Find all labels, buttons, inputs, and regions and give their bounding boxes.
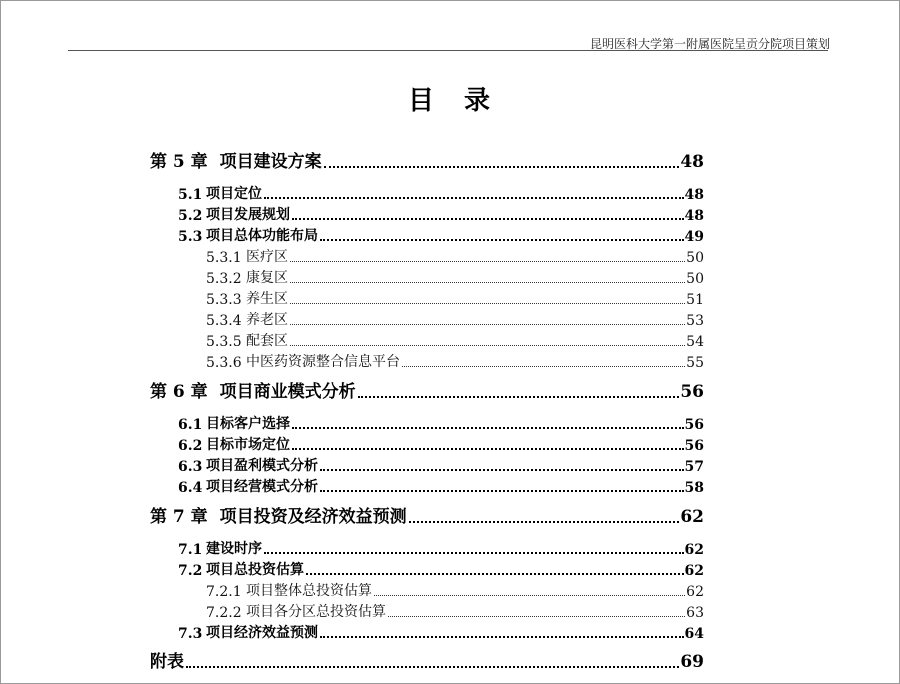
toc-page-number: 69 [680, 652, 704, 672]
toc-entry-title: 项目总体功能布局 [206, 228, 318, 244]
toc-entry-title: 配套区 [246, 333, 288, 349]
toc-entry-title: 养老区 [246, 312, 288, 328]
toc-entry-sub[interactable] [150, 349, 704, 371]
toc-page-number: 57 [684, 459, 704, 475]
toc-page-number: 48 [684, 187, 704, 203]
toc-dot-leader [292, 448, 684, 450]
toc-entry-sub[interactable] [150, 244, 704, 266]
title-char-1: 目 [407, 86, 436, 116]
toc-entry-number: 第 6 章 [150, 382, 208, 402]
toc-entry-sub[interactable] [150, 578, 704, 600]
toc-entry-title: 项目整体总投资估算 [246, 583, 372, 599]
toc-page-number: 56 [684, 438, 704, 454]
toc-dot-leader [264, 552, 684, 554]
toc-entry-title: 项目建设方案 [219, 152, 322, 172]
toc-entry-section[interactable] [150, 432, 704, 454]
toc-entry-section[interactable] [150, 202, 704, 224]
header-rule [68, 50, 828, 51]
toc-dot-leader [290, 345, 685, 346]
toc-entry-number: 5.3.1 [206, 250, 242, 266]
toc-page-number: 50 [686, 271, 704, 287]
toc-entry-chapter[interactable] [150, 505, 704, 527]
toc-entry-title: 项目发展规划 [206, 207, 290, 223]
toc-dot-leader [320, 636, 684, 638]
toc-page-number: 53 [686, 313, 704, 329]
toc-entry-number: 5.3.4 [206, 313, 242, 329]
toc-entry-number: 第 7 章 [150, 507, 208, 527]
toc-entry-title: 项目各分区总投资估算 [246, 604, 386, 620]
toc-page-number: 62 [680, 507, 704, 527]
toc-page-number: 49 [684, 229, 704, 245]
toc-entry-title: 中医药资源整合信息平台 [246, 354, 400, 370]
toc-entry-chapter[interactable] [150, 150, 704, 172]
toc-page-number: 58 [684, 480, 704, 496]
toc-entry-number: 5.2 [178, 208, 203, 224]
toc-dot-leader [320, 469, 684, 471]
toc-dot-leader [358, 396, 680, 398]
toc-entry-number: 6.2 [178, 438, 203, 454]
toc-entry-number: 5.3.6 [206, 355, 242, 371]
toc-page-number: 50 [686, 250, 704, 266]
toc-entry-title: 项目经济效益预测 [206, 625, 318, 641]
toc-entry-number: 6.1 [178, 417, 203, 433]
toc-entry-sub[interactable] [150, 265, 704, 287]
toc-entry-sub[interactable] [150, 599, 704, 621]
toc-dot-leader [290, 261, 685, 262]
toc-entry-title: 附表 [150, 652, 184, 672]
toc-dot-leader [409, 521, 680, 523]
page-title [0, 80, 900, 117]
toc-dot-leader [306, 573, 684, 575]
toc-dot-leader [186, 666, 679, 668]
toc-entry-number: 6.3 [178, 459, 203, 475]
toc-entry-section[interactable] [150, 223, 704, 245]
toc-page-number: 48 [680, 152, 704, 172]
toc-entry-number: 7.2.2 [206, 605, 242, 621]
toc-entry-sub[interactable] [150, 307, 704, 329]
running-header: 昆明医科大学第一附属医院呈贡分院项目策划 [589, 37, 830, 51]
toc-page-number: 54 [686, 334, 704, 350]
toc-entry-section[interactable] [150, 411, 704, 433]
toc-dot-leader [320, 490, 684, 492]
toc-entry-title: 康复区 [246, 270, 288, 286]
toc-entry-chapter[interactable] [150, 650, 704, 672]
toc-page-number: 55 [686, 355, 704, 371]
toc-dot-leader [374, 595, 685, 596]
toc-entry-number: 5.3.2 [206, 271, 242, 287]
toc-dot-leader [324, 166, 680, 168]
toc-dot-leader [402, 366, 685, 367]
toc-entry-number: 6.4 [178, 480, 203, 496]
toc-entry-title: 养生区 [246, 291, 288, 307]
toc-page-number: 56 [684, 417, 704, 433]
toc-entry-number: 5.3.3 [206, 292, 242, 308]
title-char-2: 录 [464, 86, 493, 116]
toc-dot-leader [292, 427, 684, 429]
toc-entry-title: 项目经营模式分析 [206, 479, 318, 495]
toc-entry-number: 5.3 [178, 229, 203, 245]
toc-entry-chapter[interactable] [150, 380, 704, 402]
toc-entry-title: 目标市场定位 [206, 437, 290, 453]
toc-page-number: 62 [686, 584, 704, 600]
toc-entry-title: 建设时序 [206, 541, 262, 557]
toc-entry-sub[interactable] [150, 286, 704, 308]
toc-page-number: 62 [684, 563, 704, 579]
toc-entry-section[interactable] [150, 474, 704, 496]
toc-entry-section[interactable] [150, 557, 704, 579]
toc-page-number: 48 [684, 208, 704, 224]
toc-dot-leader [264, 197, 684, 199]
toc-entry-section[interactable] [150, 536, 704, 558]
toc-page-number: 63 [686, 605, 704, 621]
toc-dot-leader [320, 239, 684, 241]
toc-entry-number: 5.3.5 [206, 334, 242, 350]
toc-entry-section[interactable] [150, 453, 704, 475]
toc-dot-leader [290, 303, 685, 304]
toc-entry-number: 7.3 [178, 626, 203, 642]
toc-entry-title: 项目商业模式分析 [219, 382, 356, 402]
toc-dot-leader [388, 616, 685, 617]
toc-entry-section[interactable] [150, 181, 704, 203]
toc-entry-number: 5.1 [178, 187, 203, 203]
toc-dot-leader [290, 324, 685, 325]
toc-page-number: 62 [684, 542, 704, 558]
toc-entry-section[interactable] [150, 620, 704, 642]
toc-entry-sub[interactable] [150, 328, 704, 350]
toc-entry-number: 7.2.1 [206, 584, 242, 600]
toc-entry-number: 7.2 [178, 563, 203, 579]
toc-page-number: 51 [686, 292, 704, 308]
toc-entry-title: 项目投资及经济效益预测 [219, 507, 407, 527]
toc-entry-number: 7.1 [178, 542, 203, 558]
toc-entry-title: 项目盈利模式分析 [206, 458, 318, 474]
toc-dot-leader [292, 218, 684, 220]
toc-entry-title: 项目总投资估算 [206, 562, 304, 578]
toc-entry-title: 项目定位 [206, 186, 262, 202]
toc-dot-leader [290, 282, 685, 283]
toc-entry-title: 目标客户选择 [206, 416, 290, 432]
toc-entry-number: 第 5 章 [150, 152, 208, 172]
toc-entry-title: 医疗区 [246, 249, 288, 265]
toc-page-number: 56 [680, 382, 704, 402]
toc-page-number: 64 [684, 626, 704, 642]
